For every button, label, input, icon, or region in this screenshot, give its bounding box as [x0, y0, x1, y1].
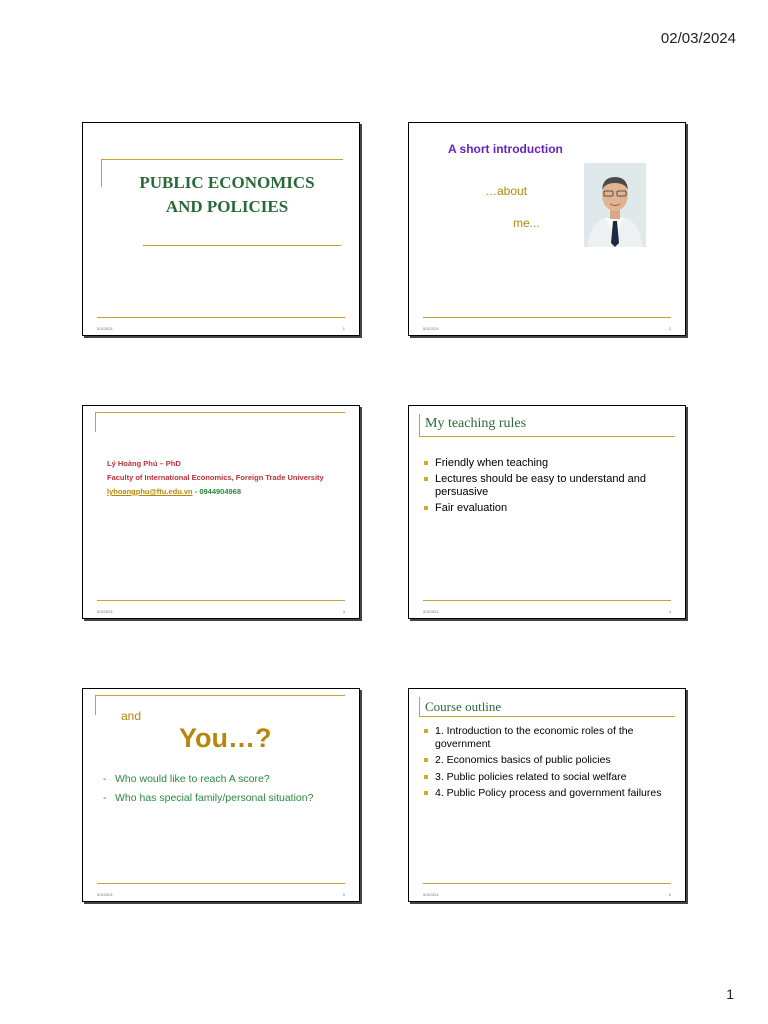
gold-rule-left [419, 697, 420, 717]
bullet-square-icon [424, 775, 428, 779]
slide-date: 5/3/2024 [423, 609, 439, 614]
contact-block [107, 457, 324, 499]
bullet-square-icon [424, 758, 428, 762]
slide-2-thumbnail[interactable] [408, 122, 686, 336]
gold-rule-left [95, 695, 96, 715]
footer-rule [97, 600, 345, 601]
bullet-square-icon [424, 506, 428, 510]
slide-5-thumbnail[interactable] [82, 688, 360, 902]
gold-rule-left [95, 412, 96, 432]
slide-title [103, 171, 351, 219]
list-item: Lectures should be easy to understand and persuasive [423, 473, 675, 499]
lecturer-photo [584, 163, 646, 247]
title-line-2: AND POLICIES [165, 197, 289, 216]
slide-number: 5 [342, 892, 345, 897]
slide-3-thumbnail[interactable] [82, 405, 360, 619]
slide-number: 6 [668, 892, 671, 897]
slide-date: 5/3/2024 [97, 892, 113, 897]
gold-rule-left [101, 159, 102, 187]
footer-rule [97, 317, 345, 318]
bullet-square-icon [424, 791, 428, 795]
slide-date: 5/3/2024 [97, 609, 113, 614]
list-item: Fair evaluation [423, 502, 675, 515]
slide-title: My teaching rules [425, 416, 527, 431]
bullet-list [423, 725, 675, 804]
slide-1-thumbnail[interactable] [82, 122, 360, 336]
slide-title: A short introduction [448, 142, 563, 156]
gold-rule-left [419, 414, 420, 436]
gold-rule-under-title [419, 436, 675, 437]
slide-number: 1 [342, 326, 345, 331]
footer-rule [423, 600, 671, 601]
bullet-list [423, 457, 675, 518]
email-link[interactable]: lyhoangphu@ftu.edu.vn [107, 487, 193, 496]
slide-date: 5/3/2024 [423, 326, 439, 331]
list-item: 3. Public policies related to social welfare [423, 771, 675, 784]
list-item: - Who would like to reach A score? [103, 773, 270, 785]
slide-number: 3 [342, 609, 345, 614]
list-item: 2. Economics basics of public policies [423, 754, 675, 767]
slide-number: 4 [668, 609, 671, 614]
gold-rule-top [95, 412, 345, 413]
footer-rule [97, 883, 345, 884]
slide-date: 5/3/2024 [423, 892, 439, 897]
bullet-square-icon [424, 477, 428, 481]
gold-rule-top [95, 695, 345, 696]
slide-number: 2 [668, 326, 671, 331]
list-item: 4. Public Policy process and government failures [423, 787, 675, 800]
slide-title: Course outline [425, 699, 502, 714]
me-text: me... [513, 216, 540, 230]
bullet-square-icon [424, 461, 428, 465]
footer-rule [423, 317, 671, 318]
slide-6-thumbnail[interactable] [408, 688, 686, 902]
lecturer-faculty: Faculty of International Economics, Foreign Trade University [107, 473, 324, 482]
page-date: 02/03/2024 [660, 30, 736, 47]
lecturer-name: Lý Hoàng Phú – PhD [107, 459, 181, 468]
question-list [103, 773, 313, 811]
gold-rule-top [101, 159, 343, 160]
and-text: and [121, 709, 142, 723]
you-heading: You…? [179, 723, 272, 753]
gold-rule-under-title [419, 716, 675, 717]
footer-rule [423, 883, 671, 884]
slide-date: 5/3/2024 [97, 326, 113, 331]
gold-rule-under-title [143, 245, 341, 246]
about-text: …about [485, 184, 528, 198]
list-item: 1. Introduction to the economic roles of the government [423, 725, 675, 750]
title-line-1: PUBLIC ECONOMICS [139, 173, 315, 192]
list-item: - Who has special family/personal situation? [103, 792, 314, 804]
phone-number: - 0944904968 [194, 487, 242, 496]
bullet-square-icon [424, 729, 428, 733]
list-item: Friendly when teaching [423, 457, 675, 470]
page-number: 1 [726, 986, 734, 1002]
slide-4-thumbnail[interactable] [408, 405, 686, 619]
